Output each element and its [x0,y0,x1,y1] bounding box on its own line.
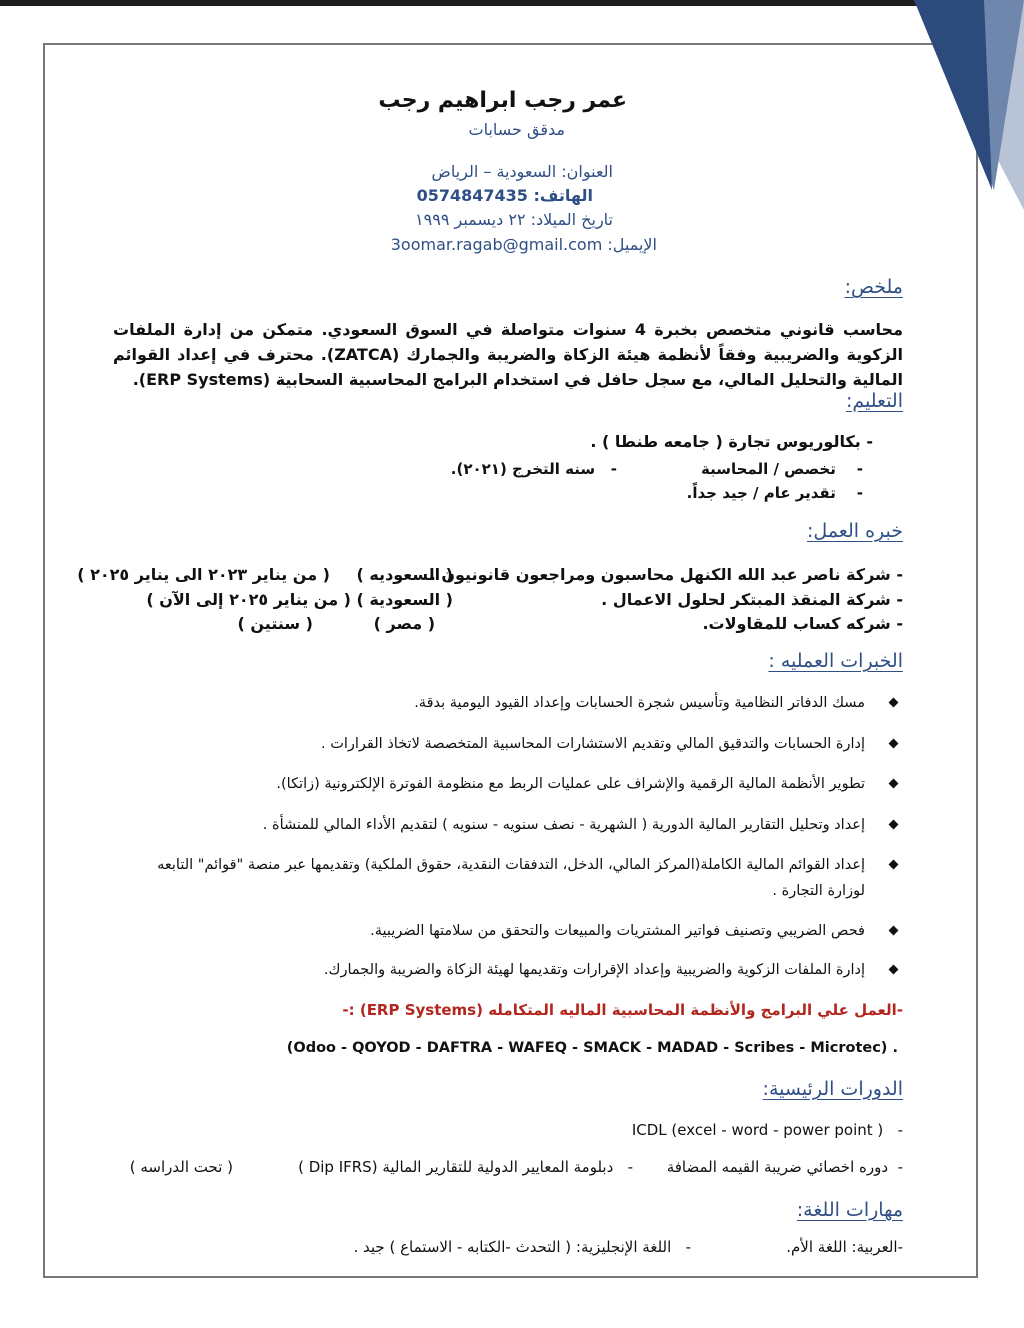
practical-item: إدارة الحسابات والتدقيق المالي وتقديم الاستشارات المحاسبية المتخصصة لاتخاذ القرارات . [120,731,903,757]
job-3-country: ( مصر ) [373,614,435,633]
erp-systems-list: (Odoo - QOYOD - DAFTRA - WAFEQ - SMACK - MADAD - Scribes - Microtec) . [286,1040,898,1056]
summary-heading: ملخص: [844,276,903,298]
bullet-diamond [889,698,899,708]
practical-item: تطوير الأنظمة المالية الرقمية والإشراف على عمليات الربط مع منظومة الفوترة الإلكترونية (زاتكا). [120,771,903,797]
summary-text: محاسب قانوني متخصص بخبرة 4 سنوات متواصلة في السوق السعودي. متمكن من إدارة الملفات الزكوية والضريبية وفقاً لأنظمة هيئة الزكاة والضريبة والجمارك (ZATCA). محترف في إعداد القوائم المالية والتحليل المالي، مع سجل حافل في استخدام البرامج المحاسبية السحابية (ERP Systems). [113,320,903,389]
phone-line [417,186,593,205]
grade: - تقدير عام / جيد جداً. [686,484,863,502]
experience-heading: خبره العمل: [807,520,903,542]
languages-heading: مهارات اللغة: [796,1199,903,1221]
bullet-diamond [889,926,899,936]
bullet-diamond [889,739,899,749]
address: العنوان: السعودية – الرياض [431,162,613,181]
course-vat: - دوره اخصائي ضريبة القيمه المضافة [666,1158,903,1176]
job-3-period: ( سنتين ) [237,614,313,633]
job-1-company: - شركة ناصر عبد الله الكنهل محاسبون ومراجعون قانونيون . [429,565,903,584]
phone-number: 0574847435 [416,186,528,205]
bullet-diamond [889,965,899,975]
graduation-year: - سنه التخرج (٢٠٢١). [450,460,617,478]
bullet-diamond [889,820,899,830]
email-label: الإيميل: [607,235,657,254]
email-line [391,235,657,254]
candidate-name: عمر رجب ابراهيم رجب [378,88,627,113]
top-border-strip [0,0,1024,6]
job-1-period: ( من يناير ٢٠٢٣ الى يناير ٢٠٢٥ ) [77,565,330,584]
erp-label: -العمل علي البرامج والأنظمة المحاسبية الماليه المتكامله (ERP Systems) :- [342,1001,903,1019]
practical-item: إعداد القوائم المالية الكاملة(المركز المالي، الدخل، التدفقات النقدية، حقوق الملكية) وتقديمها عبر منصة "قوائم" التابعه لوزارة التجارة . [120,852,903,904]
course-icdl: - ICDL (excel - word - power point ) [631,1121,903,1139]
education-heading: التعليم: [845,390,903,412]
bullet-diamond [889,779,899,789]
language-english: - اللغة الإنجليزية: ( التحدث -الكتابه - الاستماع ) جيد . [353,1238,691,1256]
practical-item: فحص الضريبي وتصنيف فواتير المشتريات والمبيعات والتحقق من سلامتها الضريبية. [120,918,903,944]
job-3-company: - شركه كساب للمقاولات. [702,614,903,633]
course-status: ( تحت الدراسه ) [129,1158,233,1176]
job-2-company: - شركة المنقذ المبتكر لحلول الاعمال . [601,590,903,609]
course-ifrs: - دبلومة المعايير الدولية للتقارير المالية (Dip IFRS ) [298,1158,633,1176]
job-title: مدقق حسابات [468,120,565,139]
birth-date: تاريخ الميلاد: ٢٢ ديسمبر ١٩٩٩ [415,210,613,229]
email-address[interactable]: 3oomar.ragab@gmail.com [390,235,603,254]
corner-dark-triangle [914,0,992,190]
phone-label: الهاتف: [533,186,593,205]
language-arabic: -العربية: اللغة الأم. [786,1238,903,1256]
practical-item: إعداد وتحليل التقارير المالية الدورية ( الشهرية - نصف سنويه - سنويه ) لتقديم الأداء المالي للمنشأة . [120,812,903,838]
degree: - بكالوريوس تجارة ( جامعه طنطا ) . [590,432,873,451]
practical-item: مسك الدفاتر النظامية وتأسيس شجرة الحسابات وإعداد القيود اليومية بدقة. [120,690,903,716]
major: - تخصص / المحاسبة [701,460,863,478]
job-2-period: ( من يناير ٢٠٢٥ إلى الآن ) [146,590,351,609]
practical-item: إدارة الملفات الزكوية والضريبية وإعداد الإقرارات وتقديمها لهيئة الزكاة والضريبة والجمارك. [120,957,903,983]
courses-heading: الدورات الرئيسية: [762,1078,903,1100]
corner-decoration [914,0,1024,210]
bullet-diamond [889,860,899,870]
practical-heading: الخبرات العمليه : [768,650,903,672]
job-1-country: ( السعوديه ) [356,565,453,584]
job-2-country: ( السعودية ) [356,590,453,609]
